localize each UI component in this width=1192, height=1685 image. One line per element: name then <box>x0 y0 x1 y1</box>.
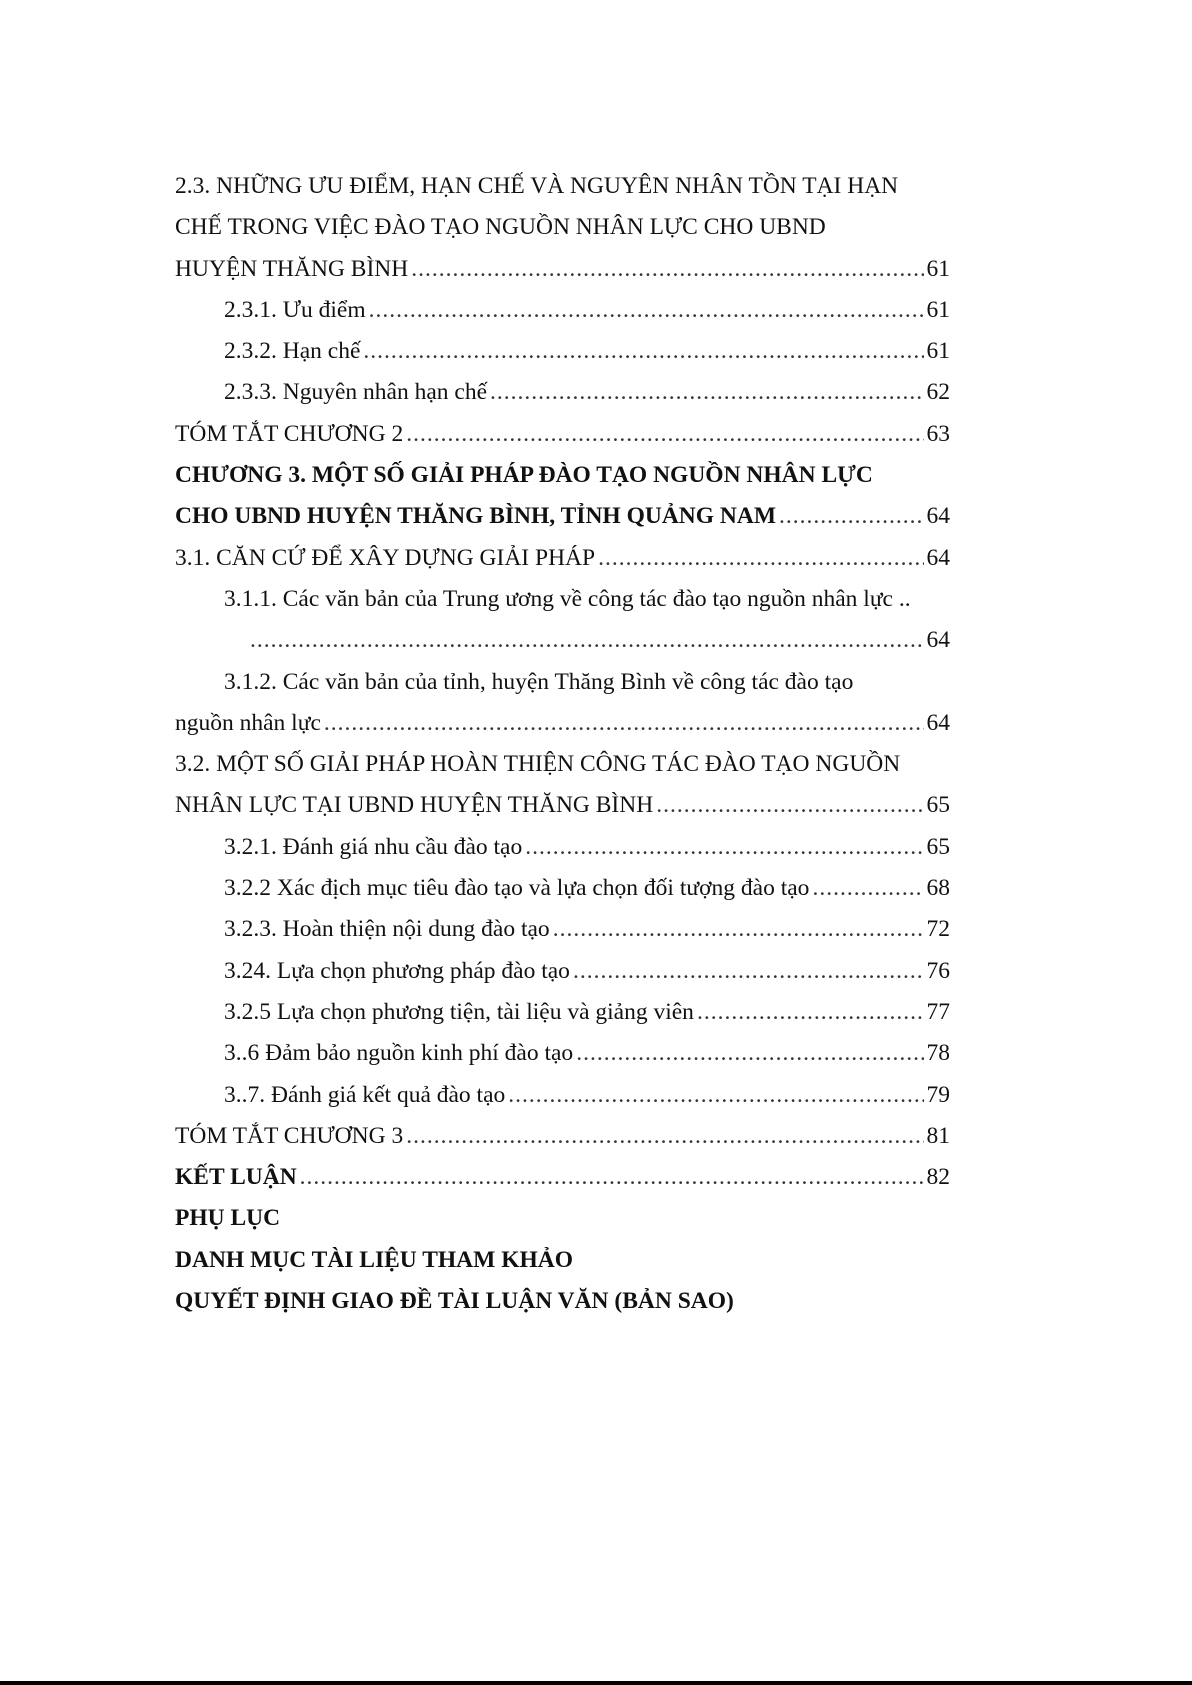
page-number: 64 <box>926 627 950 654</box>
dot-leader <box>697 992 924 1033</box>
toc-entry-2-3-1 <box>175 290 950 331</box>
toc-entry-text: 3.2.5 Lựa chọn phương tiện, tài liệu và giảng viên <box>224 998 694 1025</box>
toc-entry-text: 3..6 Đảm bảo nguồn kinh phí đào tạo <box>224 1040 574 1067</box>
page-number: 61 <box>926 338 950 365</box>
page-number: 62 <box>926 379 950 406</box>
dot-leader <box>573 951 924 992</box>
toc-entry-chapter-2-summary <box>175 414 950 455</box>
toc-entry-text: 3.1. CĂN CỨ ĐỂ XÂY DỰNG GIẢI PHÁP <box>175 544 596 571</box>
page-number: 61 <box>926 296 950 323</box>
dot-leader <box>779 496 923 537</box>
dot-leader <box>300 1157 924 1198</box>
toc-entry-3-2-2 <box>175 868 950 909</box>
toc-entry-text: 3.2.3. Hoàn thiện nội dung đào tạo <box>224 916 550 943</box>
toc-entry-text: nguồn nhân lực <box>175 709 321 736</box>
toc-entry-3-2-4 <box>175 951 950 992</box>
page-number: 78 <box>926 1040 950 1067</box>
toc-entry-text: 2.3.1. Ưu điểm <box>224 296 366 323</box>
dot-leader <box>598 538 923 579</box>
toc-entry-3-2 <box>175 744 950 827</box>
toc-entry-text: 3.1.1. Các văn bản của Trung ương về công tác đào tạo nguồn nhân lực .. <box>224 585 911 612</box>
toc-entry-text: HUYỆN THĂNG BÌNH <box>175 255 409 282</box>
toc-entry-3-2-1 <box>175 827 950 868</box>
table-of-contents <box>175 166 950 1322</box>
dot-leader <box>656 785 923 826</box>
toc-entry-text: CHO UBND HUYỆN THĂNG BÌNH, TỈNH QUẢNG NAM <box>175 503 777 530</box>
dot-leader <box>411 249 923 290</box>
dot-leader <box>406 1116 923 1157</box>
page-number: 72 <box>926 916 950 943</box>
toc-entry-chapter-3 <box>175 455 950 538</box>
dot-leader <box>812 868 923 909</box>
toc-entry-text: 3.2.2 Xác địch mục tiêu đào tạo và lựa chọn đối tượng đào tạo <box>224 875 810 902</box>
page-bottom-border <box>0 1681 1192 1685</box>
page-number: 65 <box>926 833 950 860</box>
toc-entry-text: TÓM TẮT CHƯƠNG 2 <box>175 420 404 447</box>
toc-entry-3-1 <box>175 538 950 579</box>
dot-leader <box>250 620 924 661</box>
page-number: 79 <box>926 1081 950 1108</box>
toc-entry-3-2-5 <box>175 992 950 1033</box>
toc-entry-chapter-3-summary <box>175 1116 950 1157</box>
toc-entry-conclusion <box>175 1157 950 1198</box>
toc-entry-3-1-2 <box>175 662 950 745</box>
toc-entry-text: 2.3. NHỮNG ƯU ĐIỂM, HẠN CHẾ VÀ NGUYÊN NHÂN TỒN TẠI HẠN <box>175 173 899 199</box>
page-number: 61 <box>926 255 950 282</box>
toc-entry-text: 3.2. MỘT SỐ GIẢI PHÁP HOÀN THIỆN CÔNG TÁC ĐÀO TẠO NGUỒN <box>175 751 901 778</box>
page-number: 76 <box>926 957 950 984</box>
toc-entry-text: PHỤ LỤC <box>175 1205 281 1232</box>
toc-entry-text: DANH MỤC TÀI LIỆU THAM KHẢO <box>175 1246 574 1273</box>
page-number: 65 <box>926 792 950 819</box>
dot-leader <box>490 372 924 413</box>
dot-leader <box>406 414 923 455</box>
toc-entry-text: TÓM TẮT CHƯƠNG 3 <box>175 1122 404 1149</box>
page-number: 82 <box>926 1164 950 1191</box>
page-number: 81 <box>926 1122 950 1149</box>
toc-entry-3-2-3 <box>175 909 950 950</box>
toc-entry-appendix <box>175 1198 950 1239</box>
dot-leader <box>508 1075 923 1116</box>
toc-entry-text: 3.24. Lựa chọn phương pháp đào tạo <box>224 957 570 984</box>
dot-leader <box>525 827 923 868</box>
dot-leader <box>324 703 924 744</box>
toc-entry-3-2-6 <box>175 1033 950 1074</box>
toc-entry-text: 3.2.1. Đánh giá nhu cầu đào tạo <box>224 833 523 860</box>
page-number: 63 <box>926 420 950 447</box>
dot-leader <box>369 290 924 331</box>
toc-entry-3-1-1 <box>175 579 950 662</box>
toc-entry-text: 2.3.3. Nguyên nhân hạn chế <box>224 379 487 406</box>
page-number: 64 <box>926 544 950 571</box>
toc-entry-text: NHÂN LỰC TẠI UBND HUYỆN THĂNG BÌNH <box>175 792 654 819</box>
toc-entry-text: CHƯƠNG 3. MỘT SỐ GIẢI PHÁP ĐÀO TẠO NGUỒN NHÂN LỰC <box>175 462 873 489</box>
toc-entry-thesis-decision <box>175 1281 950 1322</box>
dot-leader <box>576 1033 923 1074</box>
toc-entry-text: KẾT LUẬN <box>175 1164 297 1191</box>
toc-entry-text: QUYẾT ĐỊNH GIAO ĐỀ TÀI LUẬN VĂN (BẢN SAO) <box>175 1288 734 1315</box>
toc-entry-references <box>175 1240 950 1281</box>
page-number: 64 <box>926 503 950 530</box>
toc-entry-text: CHẾ TRONG VIỆC ĐÀO TẠO NGUỒN NHÂN LỰC CHO UBND <box>175 214 826 241</box>
toc-entry-2-3-2 <box>175 331 950 372</box>
toc-entry-2-3-3 <box>175 372 950 413</box>
toc-entry-text: 3..7. Đánh giá kết quả đào tạo <box>224 1081 506 1108</box>
toc-entry-text: 3.1.2. Các văn bản của tỉnh, huyện Thăng Bình về công tác đào tạo <box>224 668 854 695</box>
dot-leader <box>553 909 924 950</box>
page-number: 77 <box>926 998 950 1025</box>
page-number: 68 <box>926 875 950 902</box>
page-number: 64 <box>926 709 950 736</box>
toc-entry-3-2-7 <box>175 1075 950 1116</box>
toc-entry-text: 2.3.2. Hạn chế <box>224 338 361 365</box>
toc-entry-2-3 <box>175 166 950 290</box>
dot-leader <box>363 331 923 372</box>
